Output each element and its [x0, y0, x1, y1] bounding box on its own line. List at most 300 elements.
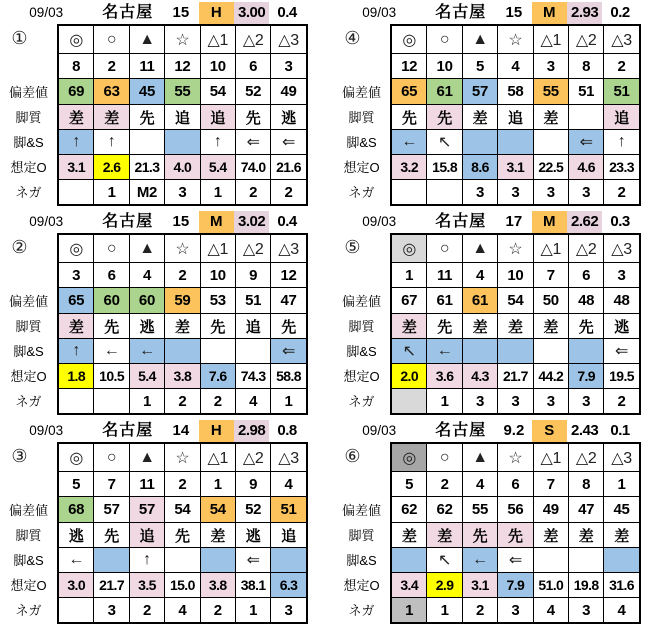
mark-cell: △2 — [235, 25, 270, 54]
nega-cell: 2 — [462, 598, 497, 624]
race-header — [0, 211, 333, 233]
top-odds-value: 2.43 — [571, 422, 599, 439]
estimated-odds-cell: 2.6 — [94, 155, 129, 180]
nega-cell: 2 — [235, 180, 270, 206]
horse-number-cell: 2 — [165, 472, 200, 497]
horse-number-cell: 1 — [200, 472, 235, 497]
nega-cell: 1 — [271, 389, 307, 415]
deviation-cell: 69 — [58, 79, 94, 105]
horse-number-cell: 8 — [568, 472, 603, 497]
estimated-odds-cell: 19.8 — [568, 573, 603, 598]
horse-number-cell: 6 — [235, 54, 270, 79]
block-number: ⑥ — [344, 446, 361, 466]
deviation-cell: 53 — [200, 288, 235, 314]
estimated-odds-cell: 3.6 — [427, 364, 462, 389]
marks-row — [391, 443, 640, 472]
row-label-gutter — [0, 442, 57, 624]
nega-cell — [427, 180, 462, 206]
running-style-cell: 逃 — [235, 523, 270, 548]
mark-cell: ○ — [94, 443, 129, 472]
mark-cell: ○ — [427, 234, 462, 263]
row-label-nega: ネガ — [348, 394, 375, 409]
deviation-cell: 51 — [604, 79, 640, 105]
nega-cell: 1 — [94, 180, 129, 206]
horse-number-cell: 2 — [94, 54, 129, 79]
race-date: 09/03 — [362, 5, 397, 20]
nega-cell: 3 — [271, 598, 307, 624]
pace-class-badge: M — [532, 2, 567, 24]
estimated-odds-cell: 4.3 — [462, 364, 497, 389]
race-date: 09/03 — [29, 5, 64, 20]
leg-sign-row — [391, 548, 640, 573]
horse-number-cell: 5 — [58, 472, 94, 497]
running-style-cell: 先 — [271, 314, 307, 339]
horse-number-cell: 6 — [94, 263, 129, 288]
row-label-ashi-s: 脚&S — [13, 135, 44, 150]
nega-cell — [58, 180, 94, 206]
block-number: ⑤ — [344, 237, 361, 257]
mark-cell: ◎ — [58, 234, 94, 263]
race-date: 09/03 — [362, 214, 397, 229]
running-style-cell: 先 — [94, 314, 129, 339]
running-style-cell: 先 — [200, 314, 235, 339]
deviation-cell: 47 — [271, 288, 307, 314]
horse-number-cell: 3 — [604, 263, 640, 288]
arrow-cell: ← — [94, 339, 129, 364]
mark-cell: ▲ — [462, 234, 497, 263]
horse-number-cell: 12 — [271, 263, 307, 288]
nega-cell: 4 — [165, 598, 200, 624]
mark-cell: ▲ — [462, 443, 497, 472]
estimated-odds-row — [391, 573, 640, 598]
estimated-odds-cell: 3.4 — [391, 573, 427, 598]
estimated-odds-row — [391, 364, 640, 389]
deviation-cell: 60 — [129, 288, 164, 314]
running-style-cell: 差 — [391, 314, 427, 339]
mark-cell: ○ — [427, 443, 462, 472]
data-table — [57, 24, 308, 206]
running-style-row — [58, 105, 307, 130]
arrow-cell — [235, 339, 270, 364]
nega-cell: 2 — [200, 598, 235, 624]
race-body — [0, 442, 333, 624]
block-number: ① — [11, 28, 28, 48]
estimated-odds-cell: 3.8 — [200, 573, 235, 598]
mark-cell: ☆ — [498, 443, 533, 472]
arrow-cell — [462, 339, 497, 364]
running-style-cell: 差 — [200, 523, 235, 548]
arrow-cell: ← — [391, 130, 427, 155]
arrow-cell: ⇐ — [568, 130, 603, 155]
mark-cell: △1 — [200, 25, 235, 54]
running-style-cell: 追 — [129, 523, 164, 548]
mark-cell: △3 — [271, 443, 307, 472]
mark-cell: ☆ — [498, 25, 533, 54]
estimated-odds-cell: 21.7 — [498, 364, 533, 389]
nega-cell: 1 — [200, 180, 235, 206]
row-label-gutter — [333, 442, 390, 624]
mark-cell: △3 — [271, 25, 307, 54]
running-style-cell: 差 — [165, 314, 200, 339]
nega-cell: 3 — [568, 389, 603, 415]
estimated-odds-cell: 4.6 — [568, 155, 603, 180]
running-style-row — [391, 523, 640, 548]
odds-diff-value: 0.3 — [610, 213, 630, 230]
arrow-cell — [200, 339, 235, 364]
estimated-odds-row — [391, 155, 640, 180]
race-venue: 名古屋 — [102, 213, 154, 230]
nega-cell: 1 — [427, 598, 462, 624]
deviation-cell: 65 — [58, 288, 94, 314]
horse-numbers-row — [391, 472, 640, 497]
arrow-cell: ↑ — [58, 339, 94, 364]
mark-cell: ☆ — [165, 25, 200, 54]
estimated-odds-cell: 21.3 — [129, 155, 164, 180]
arrow-cell: ↖ — [427, 548, 462, 573]
row-label-soutei-o: 想定O — [10, 578, 47, 593]
race-date: 09/03 — [29, 423, 64, 438]
mark-cell: ☆ — [165, 443, 200, 472]
leg-sign-row — [391, 130, 640, 155]
deviation-row — [58, 79, 307, 105]
marks-row — [58, 234, 307, 263]
deviation-cell: 45 — [129, 79, 164, 105]
nega-cell: 4 — [604, 598, 640, 624]
nega-cell: 2 — [604, 389, 640, 415]
row-label-hensachi: 偏差値 — [8, 293, 48, 309]
race-block — [333, 418, 666, 627]
row-label-hensachi: 偏差値 — [341, 84, 381, 100]
row-label-nega: ネガ — [348, 603, 375, 618]
deviation-row — [58, 497, 307, 523]
row-label-hensachi: 偏差値 — [341, 502, 381, 518]
horse-numbers-row — [58, 472, 307, 497]
row-label-kyaku: 脚質 — [348, 319, 375, 334]
data-table — [390, 442, 641, 624]
arrow-cell: ⇐ — [271, 130, 307, 155]
nega-cell: 3 — [165, 180, 200, 206]
nega-cell: 2 — [129, 598, 164, 624]
arrow-cell: ↑ — [58, 130, 94, 155]
row-label-gutter — [0, 233, 57, 415]
nega-cell: 2 — [604, 180, 640, 206]
running-style-cell: 追 — [165, 105, 200, 130]
race-venue: 名古屋 — [102, 422, 154, 439]
mark-cell: △1 — [200, 234, 235, 263]
horse-numbers-row — [391, 263, 640, 288]
arrow-cell — [498, 339, 533, 364]
arrow-cell — [604, 548, 640, 573]
running-style-row — [391, 105, 640, 130]
horse-number-cell: 11 — [129, 54, 164, 79]
race-stat-number: 15 — [172, 213, 190, 230]
nega-cell: 1 — [129, 389, 164, 415]
race-body — [0, 24, 333, 206]
deviation-cell: 52 — [235, 497, 270, 523]
odds-diff-value: 0.4 — [277, 213, 297, 230]
estimated-odds-cell: 8.6 — [462, 155, 497, 180]
nega-cell: 4 — [533, 598, 568, 624]
arrow-cell — [94, 548, 129, 573]
deviation-cell: 55 — [533, 79, 568, 105]
deviation-cell: 57 — [462, 79, 497, 105]
horse-number-cell: 7 — [533, 472, 568, 497]
block-number: ③ — [11, 446, 28, 466]
nega-cell: 3 — [498, 389, 533, 415]
marks-row — [58, 443, 307, 472]
nega-cell: 1 — [235, 598, 270, 624]
nega-cell: 3 — [533, 389, 568, 415]
estimated-odds-row — [58, 573, 307, 598]
mark-cell: ☆ — [498, 234, 533, 263]
estimated-odds-cell: 31.6 — [604, 573, 640, 598]
horse-number-cell: 8 — [568, 54, 603, 79]
nega-cell: 3 — [498, 180, 533, 206]
mark-cell: ▲ — [129, 25, 164, 54]
horse-number-cell: 12 — [391, 54, 427, 79]
estimated-odds-cell: 21.7 — [94, 573, 129, 598]
deviation-cell: 49 — [533, 497, 568, 523]
arrow-cell — [462, 130, 497, 155]
race-header — [333, 2, 666, 24]
race-body — [333, 24, 666, 206]
estimated-odds-cell: 51.0 — [533, 573, 568, 598]
mark-cell: ◎ — [58, 443, 94, 472]
running-style-cell: 逃 — [604, 314, 640, 339]
running-style-cell: 先 — [427, 105, 462, 130]
deviation-cell: 55 — [462, 497, 497, 523]
arrow-cell: ⇐ — [498, 548, 533, 573]
estimated-odds-cell: 15.0 — [165, 573, 200, 598]
mark-cell: △1 — [533, 25, 568, 54]
race-stat-number: 9.2 — [503, 422, 525, 439]
horse-number-cell: 1 — [604, 472, 640, 497]
row-label-gutter — [333, 24, 390, 206]
mark-cell: △3 — [604, 234, 640, 263]
row-label-ashi-s: 脚&S — [346, 135, 377, 150]
row-label-ashi-s: 脚&S — [346, 553, 377, 568]
estimated-odds-cell: 22.5 — [533, 155, 568, 180]
horse-numbers-row — [391, 54, 640, 79]
running-style-row — [391, 314, 640, 339]
odds-diff-value: 0.2 — [610, 4, 630, 21]
estimated-odds-cell: 74.0 — [235, 155, 270, 180]
top-odds-value: 3.02 — [234, 211, 269, 233]
running-style-cell: 逃 — [271, 105, 307, 130]
running-style-row — [58, 523, 307, 548]
running-style-cell: 差 — [533, 314, 568, 339]
arrow-cell — [498, 130, 533, 155]
horse-number-cell: 10 — [498, 263, 533, 288]
deviation-cell: 60 — [94, 288, 129, 314]
race-header — [0, 420, 333, 442]
row-label-kyaku: 脚質 — [15, 528, 42, 543]
running-style-cell: 追 — [235, 314, 270, 339]
odds-diff-value: 0.4 — [277, 4, 297, 21]
arrow-cell: ← — [58, 548, 94, 573]
deviation-cell: 58 — [498, 79, 533, 105]
horse-number-cell: 4 — [129, 263, 164, 288]
estimated-odds-row — [58, 364, 307, 389]
mark-cell: ▲ — [462, 25, 497, 54]
nega-cell: 2 — [165, 389, 200, 415]
mark-cell: △1 — [200, 443, 235, 472]
arrow-cell: ↑ — [200, 130, 235, 155]
deviation-row — [391, 497, 640, 523]
horse-number-cell: 12 — [165, 54, 200, 79]
top-odds-value: 3.00 — [234, 2, 269, 24]
mark-cell: ◎ — [391, 234, 427, 263]
deviation-row — [391, 79, 640, 105]
race-block — [0, 418, 333, 627]
horse-number-cell: 9 — [235, 472, 270, 497]
running-style-cell: 先 — [391, 105, 427, 130]
estimated-odds-cell: 38.1 — [235, 573, 270, 598]
marks-row — [391, 234, 640, 263]
row-label-soutei-o: 想定O — [343, 578, 380, 593]
arrow-cell: ⇐ — [235, 548, 270, 573]
row-label-nega: ネガ — [15, 185, 42, 200]
horse-number-cell: 10 — [200, 54, 235, 79]
running-style-cell: 先 — [165, 523, 200, 548]
arrow-cell: ⇐ — [271, 339, 307, 364]
running-style-cell: 差 — [391, 523, 427, 548]
block-number: ② — [11, 237, 28, 257]
nega-cell: 2 — [200, 389, 235, 415]
running-style-cell: 追 — [604, 105, 640, 130]
odds-diff-value: 0.1 — [610, 422, 630, 439]
arrow-cell: ⇐ — [235, 130, 270, 155]
arrow-cell: ⇐ — [604, 339, 640, 364]
estimated-odds-cell: 2.0 — [391, 364, 427, 389]
row-label-hensachi: 偏差値 — [8, 502, 48, 518]
race-venue: 名古屋 — [102, 4, 154, 21]
running-style-cell: 差 — [94, 105, 129, 130]
horse-number-cell: 1 — [391, 263, 427, 288]
running-style-cell: 追 — [498, 105, 533, 130]
race-stat-number: 17 — [505, 213, 523, 230]
nega-cell: M2 — [129, 180, 164, 206]
race-header — [333, 211, 666, 233]
running-style-cell: 差 — [604, 523, 640, 548]
row-label-kyaku: 脚質 — [348, 528, 375, 543]
running-style-cell: 差 — [533, 523, 568, 548]
running-style-cell: 先 — [94, 523, 129, 548]
arrow-cell — [165, 130, 200, 155]
deviation-cell: 54 — [165, 497, 200, 523]
mark-cell: ▲ — [129, 443, 164, 472]
race-body — [333, 442, 666, 624]
deviation-row — [58, 288, 307, 314]
row-label-gutter — [0, 24, 57, 206]
row-label-hensachi: 偏差値 — [8, 84, 48, 100]
leg-sign-row — [58, 130, 307, 155]
mark-cell: △3 — [271, 234, 307, 263]
horse-numbers-row — [58, 263, 307, 288]
horse-number-cell: 7 — [94, 472, 129, 497]
row-label-kyaku: 脚質 — [15, 319, 42, 334]
estimated-odds-cell: 7.6 — [200, 364, 235, 389]
running-style-cell — [568, 105, 603, 130]
nega-cell: 3 — [94, 598, 129, 624]
deviation-cell: 48 — [604, 288, 640, 314]
nega-cell: 3 — [498, 598, 533, 624]
row-label-nega: ネガ — [15, 394, 42, 409]
deviation-cell: 55 — [165, 79, 200, 105]
deviation-cell: 51 — [271, 497, 307, 523]
row-label-kyaku: 脚質 — [15, 110, 42, 125]
horse-number-cell: 6 — [568, 263, 603, 288]
horse-number-cell: 2 — [604, 54, 640, 79]
leg-sign-row — [58, 339, 307, 364]
estimated-odds-cell: 3.1 — [462, 573, 497, 598]
deviation-cell: 57 — [94, 497, 129, 523]
horse-number-cell: 2 — [427, 472, 462, 497]
race-venue: 名古屋 — [435, 4, 487, 21]
race-date: 09/03 — [362, 423, 397, 438]
race-block — [0, 209, 333, 418]
arrow-cell — [391, 548, 427, 573]
running-style-cell: 差 — [462, 105, 497, 130]
estimated-odds-cell: 3.1 — [58, 155, 94, 180]
mark-cell: ○ — [94, 25, 129, 54]
row-label-soutei-o: 想定O — [343, 160, 380, 175]
mark-cell: △3 — [604, 25, 640, 54]
top-odds-value: 2.98 — [234, 420, 269, 442]
horse-number-cell: 11 — [129, 472, 164, 497]
deviation-cell: 45 — [604, 497, 640, 523]
arrow-cell: ← — [462, 548, 497, 573]
race-venue: 名古屋 — [435, 422, 487, 439]
horse-number-cell: 5 — [391, 472, 427, 497]
arrow-cell: ↑ — [129, 548, 164, 573]
arrow-cell — [271, 548, 307, 573]
mark-cell: ◎ — [58, 25, 94, 54]
pace-class-badge: H — [199, 420, 234, 442]
arrow-cell: ↖ — [427, 130, 462, 155]
arrow-cell — [533, 130, 568, 155]
nega-cell: 3 — [462, 180, 497, 206]
nega-row — [391, 180, 640, 206]
row-label-kyaku: 脚質 — [348, 110, 375, 125]
data-table — [57, 233, 308, 415]
horse-number-cell: 3 — [58, 263, 94, 288]
horse-number-cell: 11 — [427, 263, 462, 288]
estimated-odds-cell: 10.5 — [94, 364, 129, 389]
leg-sign-row — [391, 339, 640, 364]
data-table — [390, 24, 641, 206]
row-label-ashi-s: 脚&S — [13, 553, 44, 568]
arrow-cell: ↑ — [94, 130, 129, 155]
race-body — [0, 233, 333, 415]
running-style-cell: 先 — [498, 523, 533, 548]
horse-number-cell: 7 — [533, 263, 568, 288]
running-style-cell: 差 — [568, 523, 603, 548]
deviation-cell: 63 — [94, 79, 129, 105]
race-header — [0, 2, 333, 24]
arrow-cell — [533, 339, 568, 364]
horse-number-cell: 8 — [58, 54, 94, 79]
estimated-odds-cell: 21.6 — [271, 155, 307, 180]
deviation-cell: 56 — [498, 497, 533, 523]
pace-class-badge: M — [199, 211, 234, 233]
race-stat-number: 14 — [172, 422, 190, 439]
running-style-cell: 先 — [427, 314, 462, 339]
arrow-cell: ← — [129, 339, 164, 364]
race-block — [333, 209, 666, 418]
estimated-odds-cell: 58.8 — [271, 364, 307, 389]
mark-cell: △2 — [568, 443, 603, 472]
